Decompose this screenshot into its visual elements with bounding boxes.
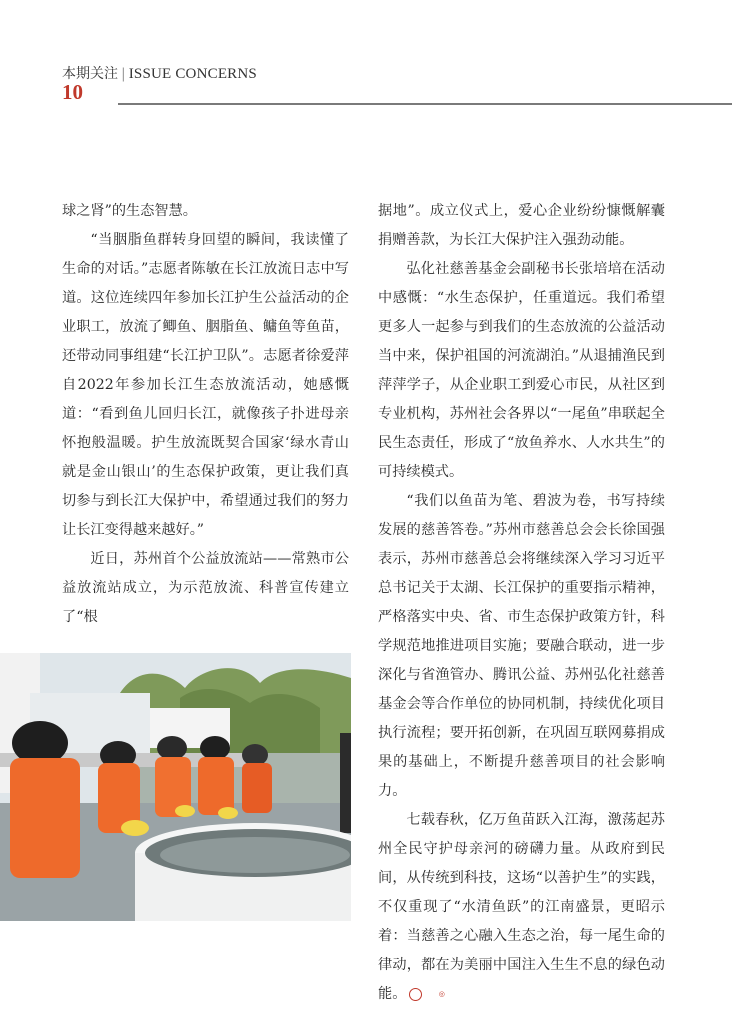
- section-title-en: ISSUE CONCERNS: [128, 66, 257, 82]
- article-photo: [0, 653, 351, 921]
- section-title-cn: 本期关注: [62, 66, 118, 82]
- paragraph: [378, 806, 665, 1009]
- paragraph: “我们以鱼苗为笔、碧波为卷，书写持续发展的慈善答卷。”苏州市慈善总会会长徐国强表示，苏州市慈善总会将继续深入学习习近平总书记关于太湖、长江保护的重要指示精神，严格落实中央、省、市生态保护政策方针，科学规范地推进项目实施；要融合联动，进一步深化与省渔管办、腾讯公益、苏州弘化社慈善基金会等合作单位的协同机制，持续优化项目执行流程；要开拓创新，在巩固互联网募捐成果的基础上，不断提升慈善项目的社会影响力。: [378, 493, 665, 799]
- page-number: 10: [62, 80, 83, 104]
- section-separator: |: [121, 66, 126, 82]
- article-end-icon: ◎: [409, 988, 422, 1001]
- article-column-left: [62, 197, 349, 632]
- paragraph-text: 七载春秋，亿万鱼苗跃入江海，激荡起苏州全民守护母亲河的磅礴力量。从政府到民间，从传统到科技，这场“以善护生”的实践，不仅重现了“水清鱼跃”的江南盛景，更昭示着：当慈善之心融入生态之治，每一尾生命的律动，都在为美丽中国注入生生不息的绿色动能。: [378, 812, 665, 1002]
- section-title: [62, 63, 257, 83]
- paragraph: “当胭脂鱼群转身回望的瞬间，我读懂了生命的对话。”志愿者陈敏在长江放流日志中写道。这位连续四年参加长江护生公益活动的企业职工，放流了鲫鱼、胭脂鱼、鳙鱼等鱼苗，还带动同事组建“长江护卫队”。志愿者徐爱萍自2022年参加长江生态放流活动，她感慨道：“看到鱼儿回归长江，就像孩子扑进母亲怀抱般温暖。护生放流既契合国家‘绿水青山就是金山银山’的生态保护政策，更让我们真切参与到长江大保护中，希望通过我们的努力让长江变得越来越好。”: [62, 232, 349, 538]
- paragraph: 近日，苏州首个公益放流站——常熟市公益放流站成立，为示范放流、科普宣传建立了“根: [62, 551, 349, 625]
- paragraph: 弘化社慈善基金会副秘书长张培培在活动中感慨：“水生态保护，任重道远。我们希望更多人一起参与到我们的生态放流的公益活动当中来，保护祖国的河流湖泊。”从退捕渔民到萍萍学子，从企业职工到爱心市民，从社区到专业机构，苏州社会各界以“一尾鱼”串联起全民生态责任，形成了“放鱼养水、人水共生”的可持续模式。: [378, 261, 665, 480]
- paragraph: 据地”。成立仪式上，爱心企业纷纷慷慨解囊捐赠善款，为长江大保护注入强劲动能。: [378, 203, 665, 248]
- article-column-right: [378, 197, 665, 1009]
- paragraph: 球之肾”的生态智慧。: [62, 203, 197, 219]
- header-divider: [118, 103, 732, 105]
